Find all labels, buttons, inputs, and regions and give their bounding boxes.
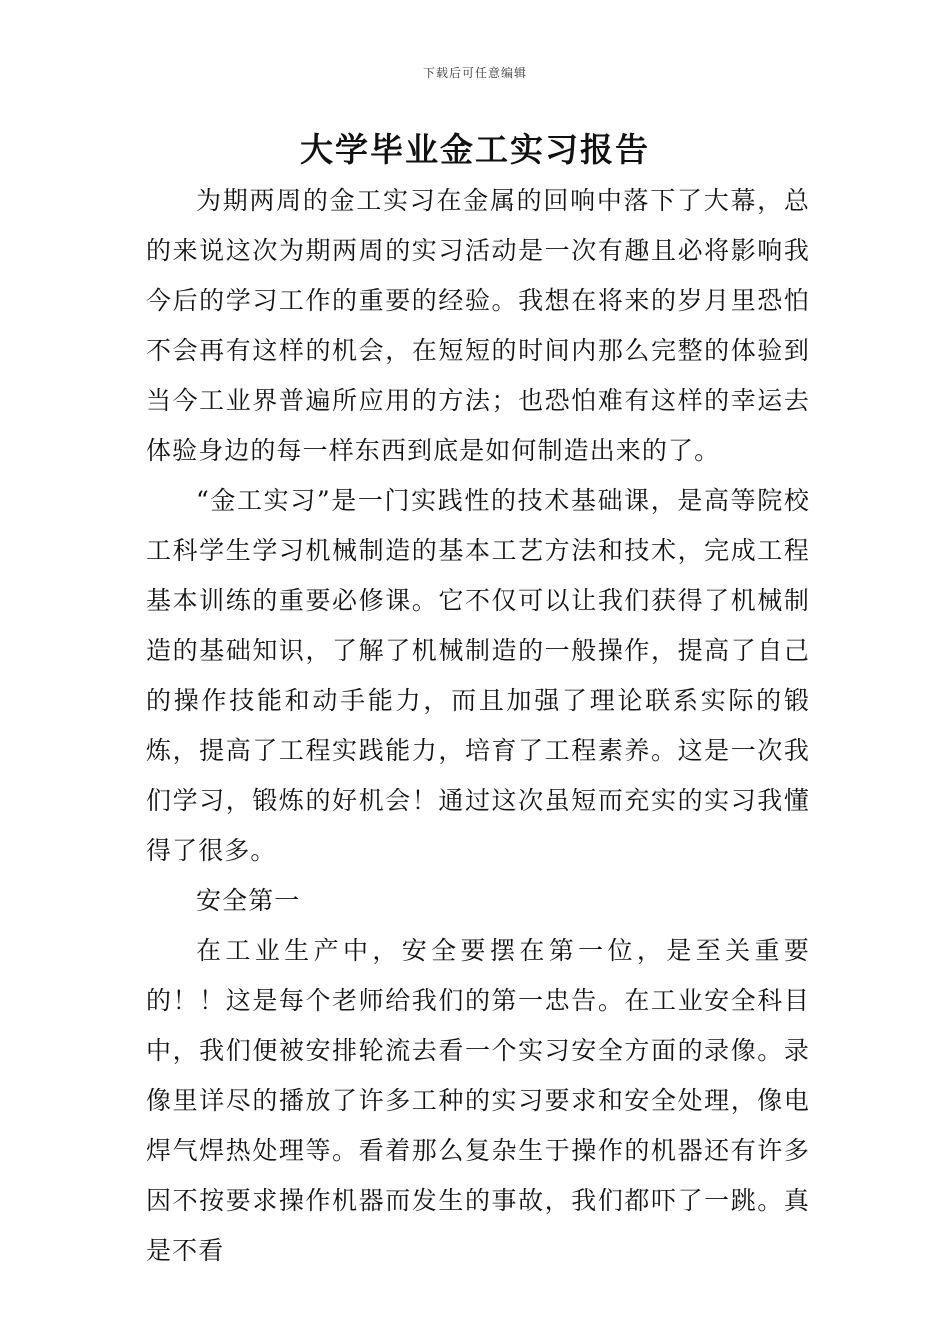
document-body <box>146 176 810 1276</box>
header-note: 下载后可任意编辑 <box>422 66 527 80</box>
paragraph-1: 为期两周的金工实习在金属的回响中落下了大幕，总的来说这次为期两周的实习活动是一次有趣且必将影响我今后的学习工作的重要的经验。我想在将来的岁月里恐怕不会再有这样的机会，在短短的时间内那么完整的体验到当今工业界普遍所应用的方法；也恐怕难有这样的幸运去体验身边的每一样东西到底是如何制造出来的了。 <box>146 186 810 465</box>
document-title: 大学毕业金工实习报告 <box>300 130 650 169</box>
section-heading: 安全第一 <box>196 886 301 915</box>
paragraph-2: “金工实习”是一门实践性的技术基础课，是高等院校工科学生学习机械制造的基本工艺方法和技术，完成工程基本训练的重要必修课。它不仅可以让我们获得了机械制造的基础知识，了解了机械制造的一般操作，提高了自己的操作技能和动手能力，而且加强了理论联系实际的锻炼，提高了工程实践能力，培育了工程素养。这是一次我们学习，锻炼的好机会！通过这次虽短而充实的实习我懂得了很多。 <box>146 486 810 865</box>
section-paragraph: 在工业生产中，安全要摆在第一位，是至关重要的！！这是每个老师给我们的第一忠告。在工业安全科目中，我们便被安排轮流去看一个实习安全方面的录像。录像里详尽的播放了许多工种的实习要求和安全处理，像电焊气焊热处理等。看着那么复杂生于操作的机器还有许多因不按要求操作机器而发生的事故，我们都吓了一跳。真是不看 <box>146 936 810 1265</box>
